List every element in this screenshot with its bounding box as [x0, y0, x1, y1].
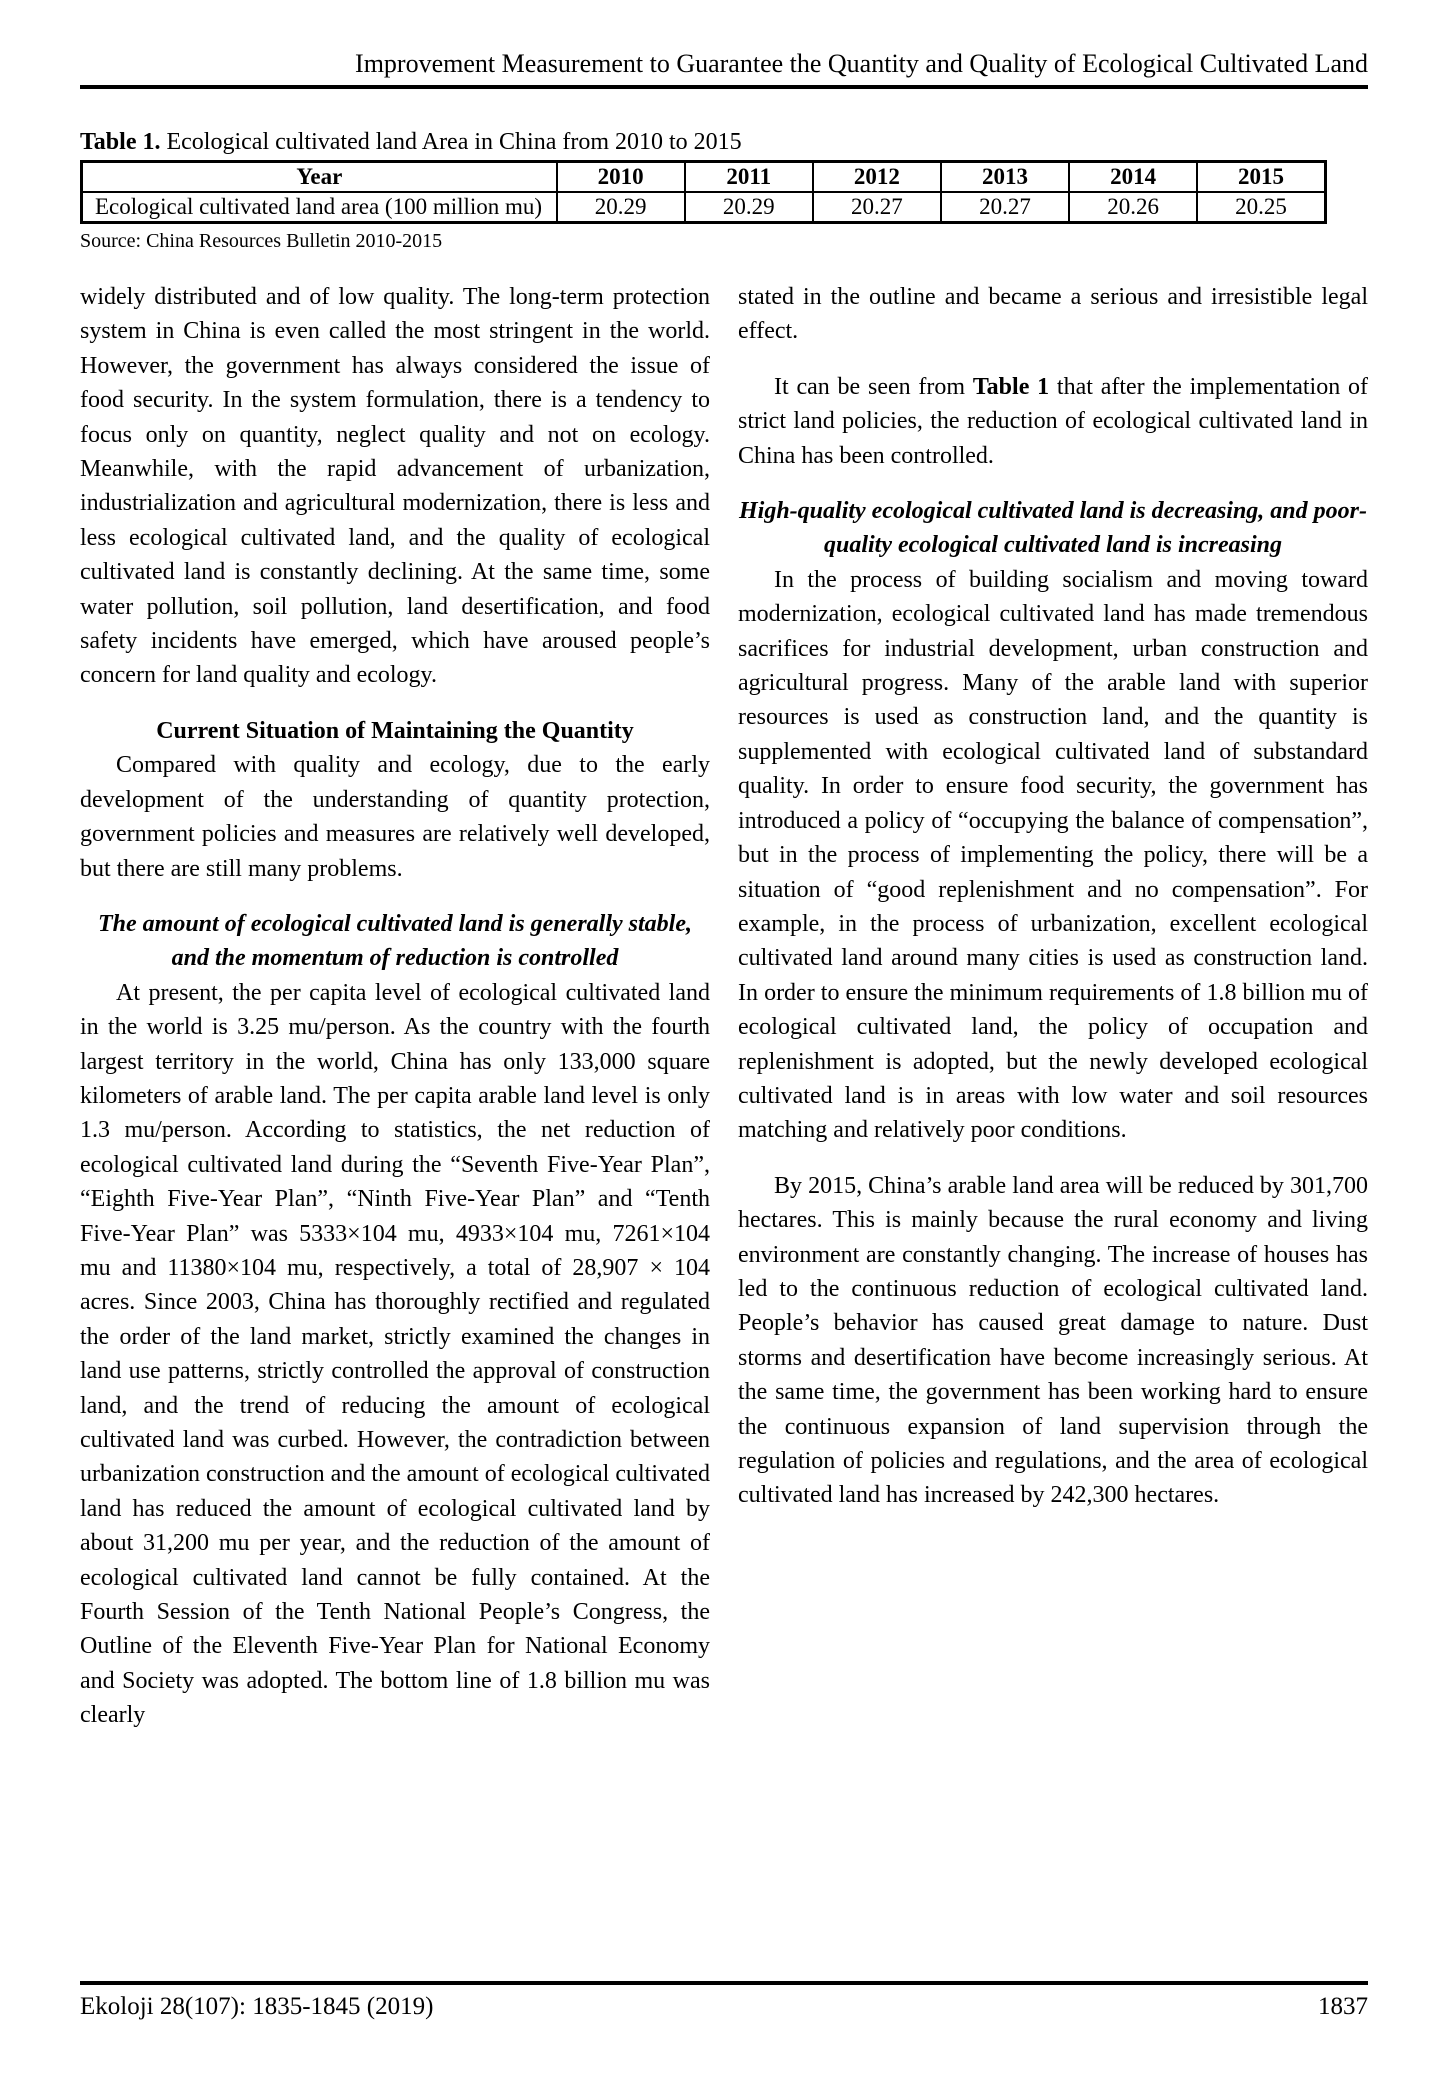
table-header-cell-2012: 2012	[813, 162, 941, 193]
table-1	[80, 160, 1327, 224]
subsection-heading-amount-stable: The amount of ecological cultivated land is generally stable, and the momentum of reduction is controlled	[98, 910, 692, 972]
table-data-row	[82, 192, 1326, 223]
table-header-cell-2013: 2013	[941, 162, 1069, 193]
page-footer	[80, 1981, 1368, 2022]
right-column	[738, 280, 1368, 1754]
table-caption-text: Ecological cultivated land Area in China from 2010 to 2015	[160, 129, 742, 155]
table-value-2012: 20.27	[813, 192, 941, 223]
body-columns	[80, 280, 1368, 1754]
paragraph: At present, the per capita level of ecological cultivated land in the world is 3.25 mu/person. As the country with the fourth largest territory in the world, China has only 133,000 square kilometers of arable land. The per capita arable land level is only 1.3 mu/person. According to statistics, the net reduction of ecological cultivated land during the “Seventh Five-Year Plan”, “Eighth Five-Year Plan”, “Ninth Five-Year Plan” and “Tenth Five-Year Plan” was 5333×104 mu, 4933×104 mu, 7261×104 mu and 11380×104 mu, respectively, a total of 28,907 × 104 acres. Since 2003, China has thoroughly rectified and regulated the order of the land market, strictly examined the changes in land use patterns, strictly controlled the approval of construction land, and the trend of reducing the amount of ecological cultivated land was curbed. However, the contradiction between urbanization construction and the amount of ecological cultivated land has reduced the amount of ecological cultivated land by about 31,200 mu per year, and the reduction of the amount of ecological cultivated land cannot be fully contained. At the Fourth Session of the Tenth National People’s Congress, the Outline of the Eleventh Five-Year Plan for National Economy and Society was adopted. The bottom line of 1.8 billion mu was clearly	[80, 979, 710, 1729]
paragraph: Compared with quality and ecology, due to the early development of the understanding of quantity protection, government policies and measures are relatively well developed, but there are still many problems.	[80, 752, 710, 882]
table-1-reference: Table 1	[972, 373, 1050, 400]
section-heading-current-situation: Current Situation of Maintaining the Quantity	[156, 717, 634, 744]
header-rule	[80, 85, 1368, 89]
running-head-title: Improvement Measurement to Guarantee the Quantity and Quality of Ecological Cultivated Land	[355, 49, 1368, 78]
paragraph: In the process of building socialism and moving toward modernization, ecological cultivated land has made tremendous sacrifices for industrial development, urban construction and agricultural progress. Many of the arable land with superior resources is used as construction land, and the quantity is supplemented with ecological cultivated land of substandard quality. In order to ensure food security, the government has introduced a policy of “occupying the balance of compensation”, but in the process of implementing the policy, there will be a situation of “good replenishment and no compensation”. For example, in the process of urbanization, excellent ecological cultivated land around many cities is used as construction land. In order to ensure the minimum requirements of 1.8 billion mu of ecological cultivated land, the policy of occupation and replenishment is adopted, but the newly developed ecological cultivated land is in areas with low water and soil resources matching and relatively poor conditions.	[738, 566, 1368, 1144]
table-caption	[80, 127, 1368, 157]
subsection-heading-high-quality-decreasing: High-quality ecological cultivated land is decreasing, and poor-quality ecological cultivated land is increasing	[739, 498, 1367, 559]
table-header-cell-year: Year	[82, 162, 557, 193]
paragraph: stated in the outline and became a serious and irresistible legal effect.	[738, 284, 1368, 345]
table-value-2015: 20.25	[1197, 192, 1325, 223]
page-number: 1837	[1318, 1993, 1368, 2020]
paragraph: By 2015, China’s arable land area will be reduced by 301,700 hectares. This is mainly because the rural economy and living environment are constantly changing. The increase of houses has led to the continuous reduction of ecological cultivated land. People’s behavior has caused great damage to nature. Dust storms and desertification have become increasingly serious. At the same time, the government has been working hard to ensure the continuous expansion of land supervision through the regulation of policies and regulations, and the area of ecological cultivated land has increased by 242,300 hectares.	[738, 1172, 1368, 1509]
paragraph-text: that after the implementation of strict land policies, the reduction of ecological cultivated land in China has been controlled.	[738, 373, 1368, 469]
table-caption-label: Table 1.	[80, 129, 161, 155]
table-header-cell-2011: 2011	[685, 162, 813, 193]
table-header-cell-2014: 2014	[1069, 162, 1197, 193]
table-source-note: Source: China Resources Bulletin 2010-2015	[80, 230, 443, 252]
paragraph	[738, 370, 1368, 473]
left-column	[80, 280, 710, 1754]
table-1-block	[80, 127, 1368, 254]
table-header-cell-2010: 2010	[557, 162, 685, 193]
paragraph: widely distributed and of low quality. The long-term protection system in China is even called the most stringent in the world. However, the government has always considered the issue of food security. In the system formulation, there is a tendency to focus only on quantity, neglect quality and not on ecology. Meanwhile, with the rapid advancement of urbanization, industrialization and agricultural modernization, there is less and less ecological cultivated land, and the quality of ecological cultivated land is constantly declining. At the same time, some water pollution, soil pollution, land desertification, and food safety incidents have emerged, which have aroused people’s concern for land quality and ecology.	[80, 284, 710, 689]
table-value-2014: 20.26	[1069, 192, 1197, 223]
paragraph-text: It can be seen from	[774, 373, 973, 400]
table-row-label: Ecological cultivated land area (100 million mu)	[82, 192, 557, 223]
journal-citation: Ekoloji 28(107): 1835-1845 (2019)	[80, 1993, 434, 2020]
table-value-2010: 20.29	[557, 192, 685, 223]
table-header-row	[82, 162, 1326, 193]
table-value-2013: 20.27	[941, 192, 1069, 223]
table-value-2011: 20.29	[685, 192, 813, 223]
table-header-cell-2015: 2015	[1197, 162, 1325, 193]
